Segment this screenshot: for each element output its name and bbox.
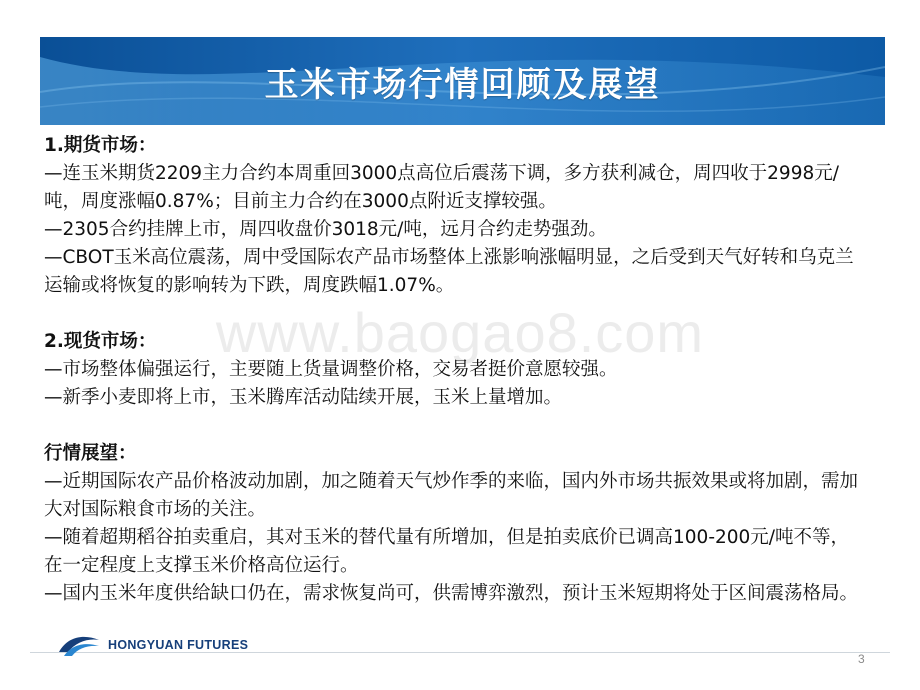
paragraph: —随着超期稻谷拍卖重启，其对玉米的替代量有所增加，但是拍卖底价已调高100-200元/吨不等，在一定程度上支撑玉米价格高位运行。 [44, 527, 850, 576]
paragraph: —市场整体偏强运行，主要随上货量调整价格，交易者挺价意愿较强。 [44, 359, 618, 380]
section-futures [44, 132, 864, 300]
watermark: www.baogao8.com [215, 301, 705, 364]
paragraph: —CBOT玉米高位震荡，周中受国际农产品市场整体上涨影响涨幅明显，之后受到天气好转和乌克兰运输或将恢复的影响转为下跌，周度跌幅1.07%。 [44, 247, 854, 296]
slide-content [44, 132, 864, 608]
paragraph: —连玉米期货2209主力合约本周重回3000点高位后震荡下调，多方获利减仓，周四收于2998元/吨，周度涨幅0.87%；目前主力合约在3000点附近支撑较强。 [44, 163, 839, 212]
page-number: 3 [858, 652, 865, 666]
section-spot [44, 328, 864, 412]
company-logo [58, 630, 248, 660]
slide-title: 玉米市场行情回顾及展望 [264, 64, 661, 105]
title-banner [40, 37, 885, 125]
logo-wave-icon [58, 632, 100, 658]
paragraph: —2305合约挂牌上市，周四收盘价3018元/吨，远月合约走势强劲。 [44, 219, 607, 240]
paragraph: —近期国际农产品价格波动加剧，加之随着天气炒作季的来临，国内外市场共振效果或将加剧，需加大对国际粮食市场的关注。 [44, 471, 859, 520]
paragraph: —新季小麦即将上市，玉米腾库活动陆续开展，玉米上量增加。 [44, 387, 563, 408]
section-heading: 2.现货市场： [44, 331, 157, 352]
section-heading: 行情展望： [44, 443, 137, 464]
logo-text: HONGYUAN FUTURES [108, 638, 249, 652]
section-outlook [44, 440, 864, 608]
paragraph: —国内玉米年度供给缺口仍在，需求恢复尚可，供需博弈激烈，预计玉米短期将处于区间震荡格局。 [44, 583, 859, 604]
section-heading: 1.期货市场： [44, 135, 157, 156]
